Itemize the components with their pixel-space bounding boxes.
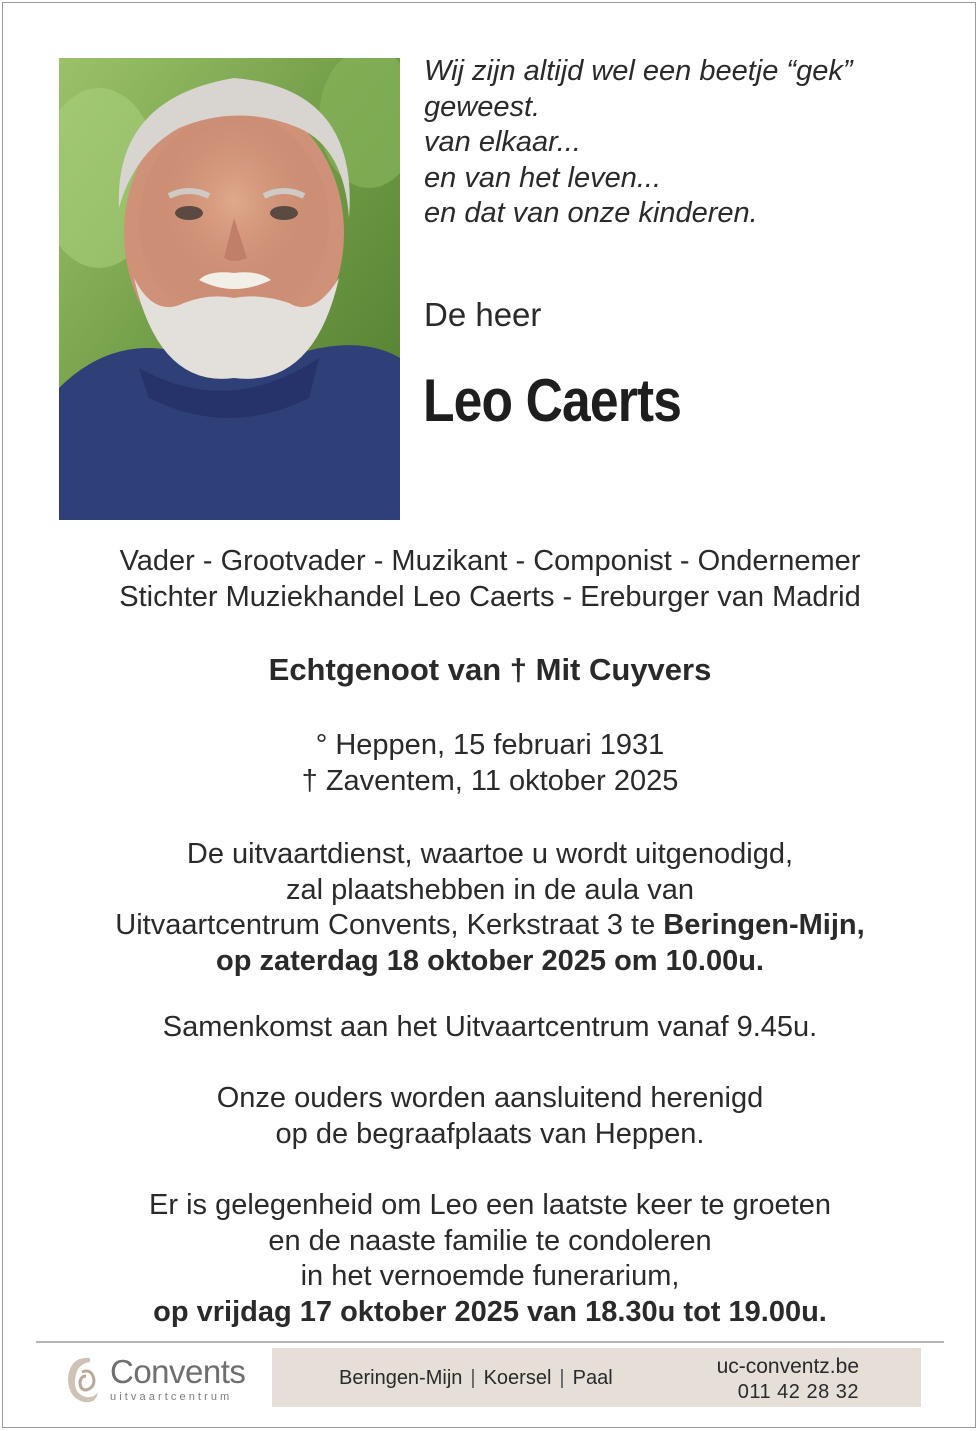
poem-line: geweest.: [424, 90, 541, 123]
poem-line: en van het leven...: [424, 161, 661, 194]
location-item: Beringen-Mijn: [339, 1367, 463, 1389]
poem-line: en dat van onze kinderen.: [424, 197, 758, 229]
service-line-3: [0, 908, 980, 944]
spouse-line: Echtgenoot van † Mit Cuyvers: [268, 652, 712, 687]
service-line-1: De uitvaartdienst, waartoe u wordt uitgenodigd,: [186, 838, 794, 870]
location-item: Paal: [572, 1367, 613, 1389]
logo-name: Convents: [110, 1353, 246, 1390]
farewell-line-1: Er is gelegenheid om Leo een laatste keer te groeten: [149, 1189, 831, 1221]
service-line-2: zal plaatshebben in de aula van: [286, 873, 694, 906]
poem: [424, 54, 853, 232]
poem-line: Wij zijn altijd wel een beetje “gek”: [424, 55, 853, 87]
farewell-datetime: [0, 1295, 980, 1331]
burial-info: [0, 1081, 980, 1152]
farewell-line-2: en de naaste familie te condoleren: [268, 1224, 712, 1257]
service-datetime: [0, 944, 980, 980]
location-separator: |: [470, 1367, 476, 1389]
burial-line-2: op de begraafplaats van Heppen.: [275, 1117, 705, 1150]
convents-logo-icon: [60, 1352, 104, 1408]
footer-infobar: [272, 1348, 921, 1407]
titles: [0, 544, 980, 615]
life-dates: [0, 728, 980, 799]
poem-line: van elkaar...: [424, 126, 581, 158]
portrait-photo: [59, 58, 400, 520]
website-link[interactable]: uc-conventz.be: [716, 1355, 859, 1378]
gathering-info: Samenkomst aan het Uitvaartcentrum vanaf 9.45u.: [162, 1011, 818, 1043]
location-separator: |: [559, 1367, 565, 1389]
logo-subtitle: uitvaartcentrum: [110, 1391, 233, 1403]
footer-divider: [36, 1341, 944, 1343]
death-date: † Zaventem, 11 oktober 2025: [301, 764, 679, 797]
farewell-datetime-text: op vrijdag 17 oktober 2025 van 18.30u tot 19.00u.: [153, 1295, 827, 1328]
service-address: Uitvaartcentrum Convents, Kerkstraat 3 te: [115, 909, 664, 941]
honorific: De heer: [424, 296, 542, 333]
service-place: Beringen-Mijn,: [663, 909, 865, 941]
farewell-line-3: in het vernoemde funerarium,: [300, 1260, 680, 1292]
titles-line-2: Stichter Muziekhandel Leo Caerts - Ereburger van Madrid: [119, 580, 861, 613]
location-list: [339, 1367, 613, 1390]
convents-logo: [60, 1352, 260, 1408]
phone-number: 011 42 28 32: [737, 1381, 859, 1403]
birth-date: ° Heppen, 15 februari 1931: [315, 729, 665, 761]
farewell-info: [0, 1188, 980, 1330]
service-datetime-text: op zaterdag 18 oktober 2025 om 10.00u.: [216, 944, 764, 977]
titles-line-1: Vader - Grootvader - Muzikant - Componist - Ondernemer: [119, 545, 861, 577]
location-item: Koersel: [483, 1367, 552, 1389]
deceased-name: Leo Caerts: [423, 367, 682, 434]
funeral-service: [0, 837, 980, 979]
burial-line-1: Onze ouders worden aansluitend herenigd: [216, 1082, 764, 1114]
